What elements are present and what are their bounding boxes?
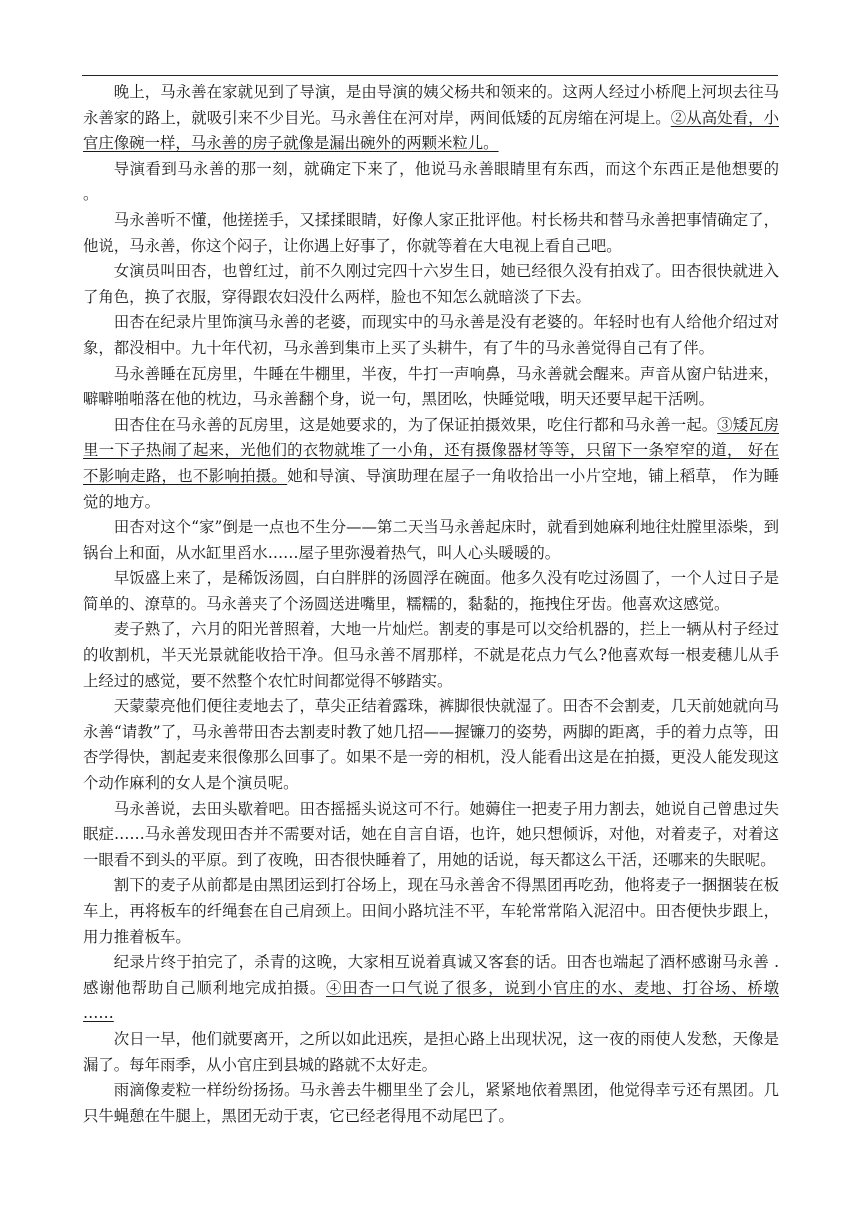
paragraph xyxy=(83,80,779,157)
article-body xyxy=(83,80,779,1129)
paragraph xyxy=(83,694,779,796)
paragraph-text: 天蒙蒙亮他们便往麦地去了，草尖正结着露珠，裤脚很快就湿了。田杏不会割麦，几天前她就向马永善“请教”了，马永善带田杏去割麦时教了她几招——握镰刀的姿势，两脚的距离，手的着力点等，田杏学得快，割起麦来很像那么回事了。如果不是一旁的相机，没人能看出这是在拍摄，更没人能发现这个动作麻利的女人是个演员呢。 xyxy=(83,697,779,793)
paragraph-text: 次日一早，他们就要离开，之所以如此迅疾，是担心路上出现状况，这一夜的雨使人发愁，天像是漏了。每年雨季，从小官庄到县城的路就不太好走。 xyxy=(83,1029,779,1074)
paragraph xyxy=(83,950,779,1027)
paragraph-text: 田杏对这个“家”倒是一点也不生分——第二天当马永善起床时，就看到她麻利地往灶膛里添柴，到锅台上和面，从水缸里舀水……屋子里弥漫着热气，叫人心头暖暖的。 xyxy=(83,518,779,562)
paragraph-text: 田杏在纪录片里饰演马永善的老婆，而现实中的马永善是没有老婆的。年轻时也有人给他介绍过对象，都没相中。九十年代初，马永善到集市上买了头耕牛，有了牛的马永善觉得自己有了伴。 xyxy=(83,313,779,357)
paragraph-text: 晚上，马永善在家就见到了导演，是由导演的姨父杨共和领来的。这两人经过小桥爬上河坝去往马永善家的路上，就吸引来不少目光。马永善住在河对岸，两间低矮的瓦房缩在河堤上。 xyxy=(83,83,779,127)
paragraph-text: 马永善听不懂，他搓搓手，又揉揉眼睛，好像人家正批评他。村长杨共和替马永善把事情确定了，他说，马永善，你这个闷子，让你遇上好事了，你就等着在大电视上看自己吧。 xyxy=(83,210,779,255)
paragraph xyxy=(83,310,779,361)
paragraph-text: 割下的麦子从前都是由黑团运到打谷场上，现在马永善舍不得黑团再吃劲，他将麦子一捆捆装在板车上，再将板车的纤绳套在自己肩颈上。田间小路坑洼不平，车轮常常陷入泥沼中。田杏便快步跟上，用力推着板车。 xyxy=(83,876,779,946)
paragraph xyxy=(83,1027,779,1078)
paragraph xyxy=(83,362,779,413)
paragraph-text: 田杏住在马永善的瓦房里，这是她要求的，为了保证拍摄效果，吃住行都和马永善一起。 xyxy=(113,415,718,434)
paragraph-text: 导演看到马永善的那一刻，就确定下来了，他说马永善眼睛里有东西，而这个东西正是他想要的 。 xyxy=(83,159,779,204)
paragraph xyxy=(83,259,779,310)
underlined-sentence: ③矮瓦房里一下子热闹了起来，光他们的衣物就堆了一小角，还有摄像器材等等，只留下一条窄窄的道， 好在不影响走路，也不影响拍摄。 xyxy=(83,415,779,485)
header-rule xyxy=(82,75,778,76)
paragraph-text: 马永善睡在瓦房里，牛睡在牛棚里，半夜，牛打一声响鼻，马永善就会醒来。声音从窗户钻进来，噼噼啪啪落在他的枕边，马永善翻个身，说一句，黑团吆，快睡觉哦，明天还要早起干活咧。 xyxy=(83,364,779,409)
paragraph-text: 早饭盛上来了，是稀饭汤圆，白白胖胖的汤圆浮在碗面。他多久没有吃过汤圆了，一个人过日子是简单的、潦草的。马永善夹了个汤圆送进嘴里，糯糯的，黏黏的，拖拽住牙齿。他喜欢这感觉。 xyxy=(83,569,779,613)
paragraph-text: 麦子熟了，六月的阳光普照着，大地一片灿烂。割麦的事是可以交给机器的，拦上一辆从村子经过的收割机，半天光景就能收拾干净。但马永善不屑那样，不就是花点力气么?他喜欢每一根麦穗儿从手上经过的感觉，要不然整个农忙时间都觉得不够踏实。 xyxy=(83,620,779,690)
paragraph-text: 女演员叫田杏，也曾红过，前不久刚过完四十六岁生日，她已经很久没有拍戏了。田杏很快就进入了角色，换了衣服，穿得跟农妇没什么两样，脸也不知怎么就暗淡了下去。 xyxy=(83,262,779,306)
underlined-sentence: ④田杏一口气说了很多，说到小官庄的水、麦地、打谷场、桥墩 …… xyxy=(83,978,779,1023)
paragraph-text: 她和导演、导演助理在屋子一角收拾出一小片空地，铺上稻草， 作为睡觉的地方。 xyxy=(83,466,779,511)
paragraph xyxy=(83,1078,779,1129)
paragraph xyxy=(83,873,779,950)
paragraph xyxy=(83,566,779,617)
paragraph xyxy=(83,797,779,874)
paragraph-text: 马永善说，去田头歇着吧。田杏摇摇头说这可不行。她薅住一把麦子用力割去，她说自己曾患过失眠症……马永善发现田杏并不需要对话，她在自言自语，也许，她只想倾诉，对他，对着麦子，对着这一眼看不到头的平原。到了夜晚，田杏很快睡着了，用她的话说，每天都这么干活，还哪来的失眠呢。 xyxy=(83,799,779,869)
paragraph xyxy=(83,208,779,259)
underlined-sentence: ②从高处看，小官庄像碗一样，马永善的房子就像是漏出碗外的两颗米粒儿。 xyxy=(83,108,779,153)
paragraph-text: 雨滴像麦粒一样纷纷扬扬。马永善去牛棚里坐了会儿，紧紧地依着黑团，他觉得幸亏还有黑团。几只牛蝇憩在牛腿上，黑团无动于衷，它已经老得甩不动尾巴了。 xyxy=(83,1081,779,1125)
paragraph xyxy=(83,515,779,566)
paragraph xyxy=(83,413,779,515)
paragraph-text: 纪录片终于拍完了，杀青的这晚，大家相互说着真诚又客套的话。田杏也端起了酒杯感谢马永善 .感谢他帮助自己顺利地完成拍摄。 xyxy=(83,953,779,997)
paragraph xyxy=(83,157,779,208)
paragraph xyxy=(83,617,779,694)
